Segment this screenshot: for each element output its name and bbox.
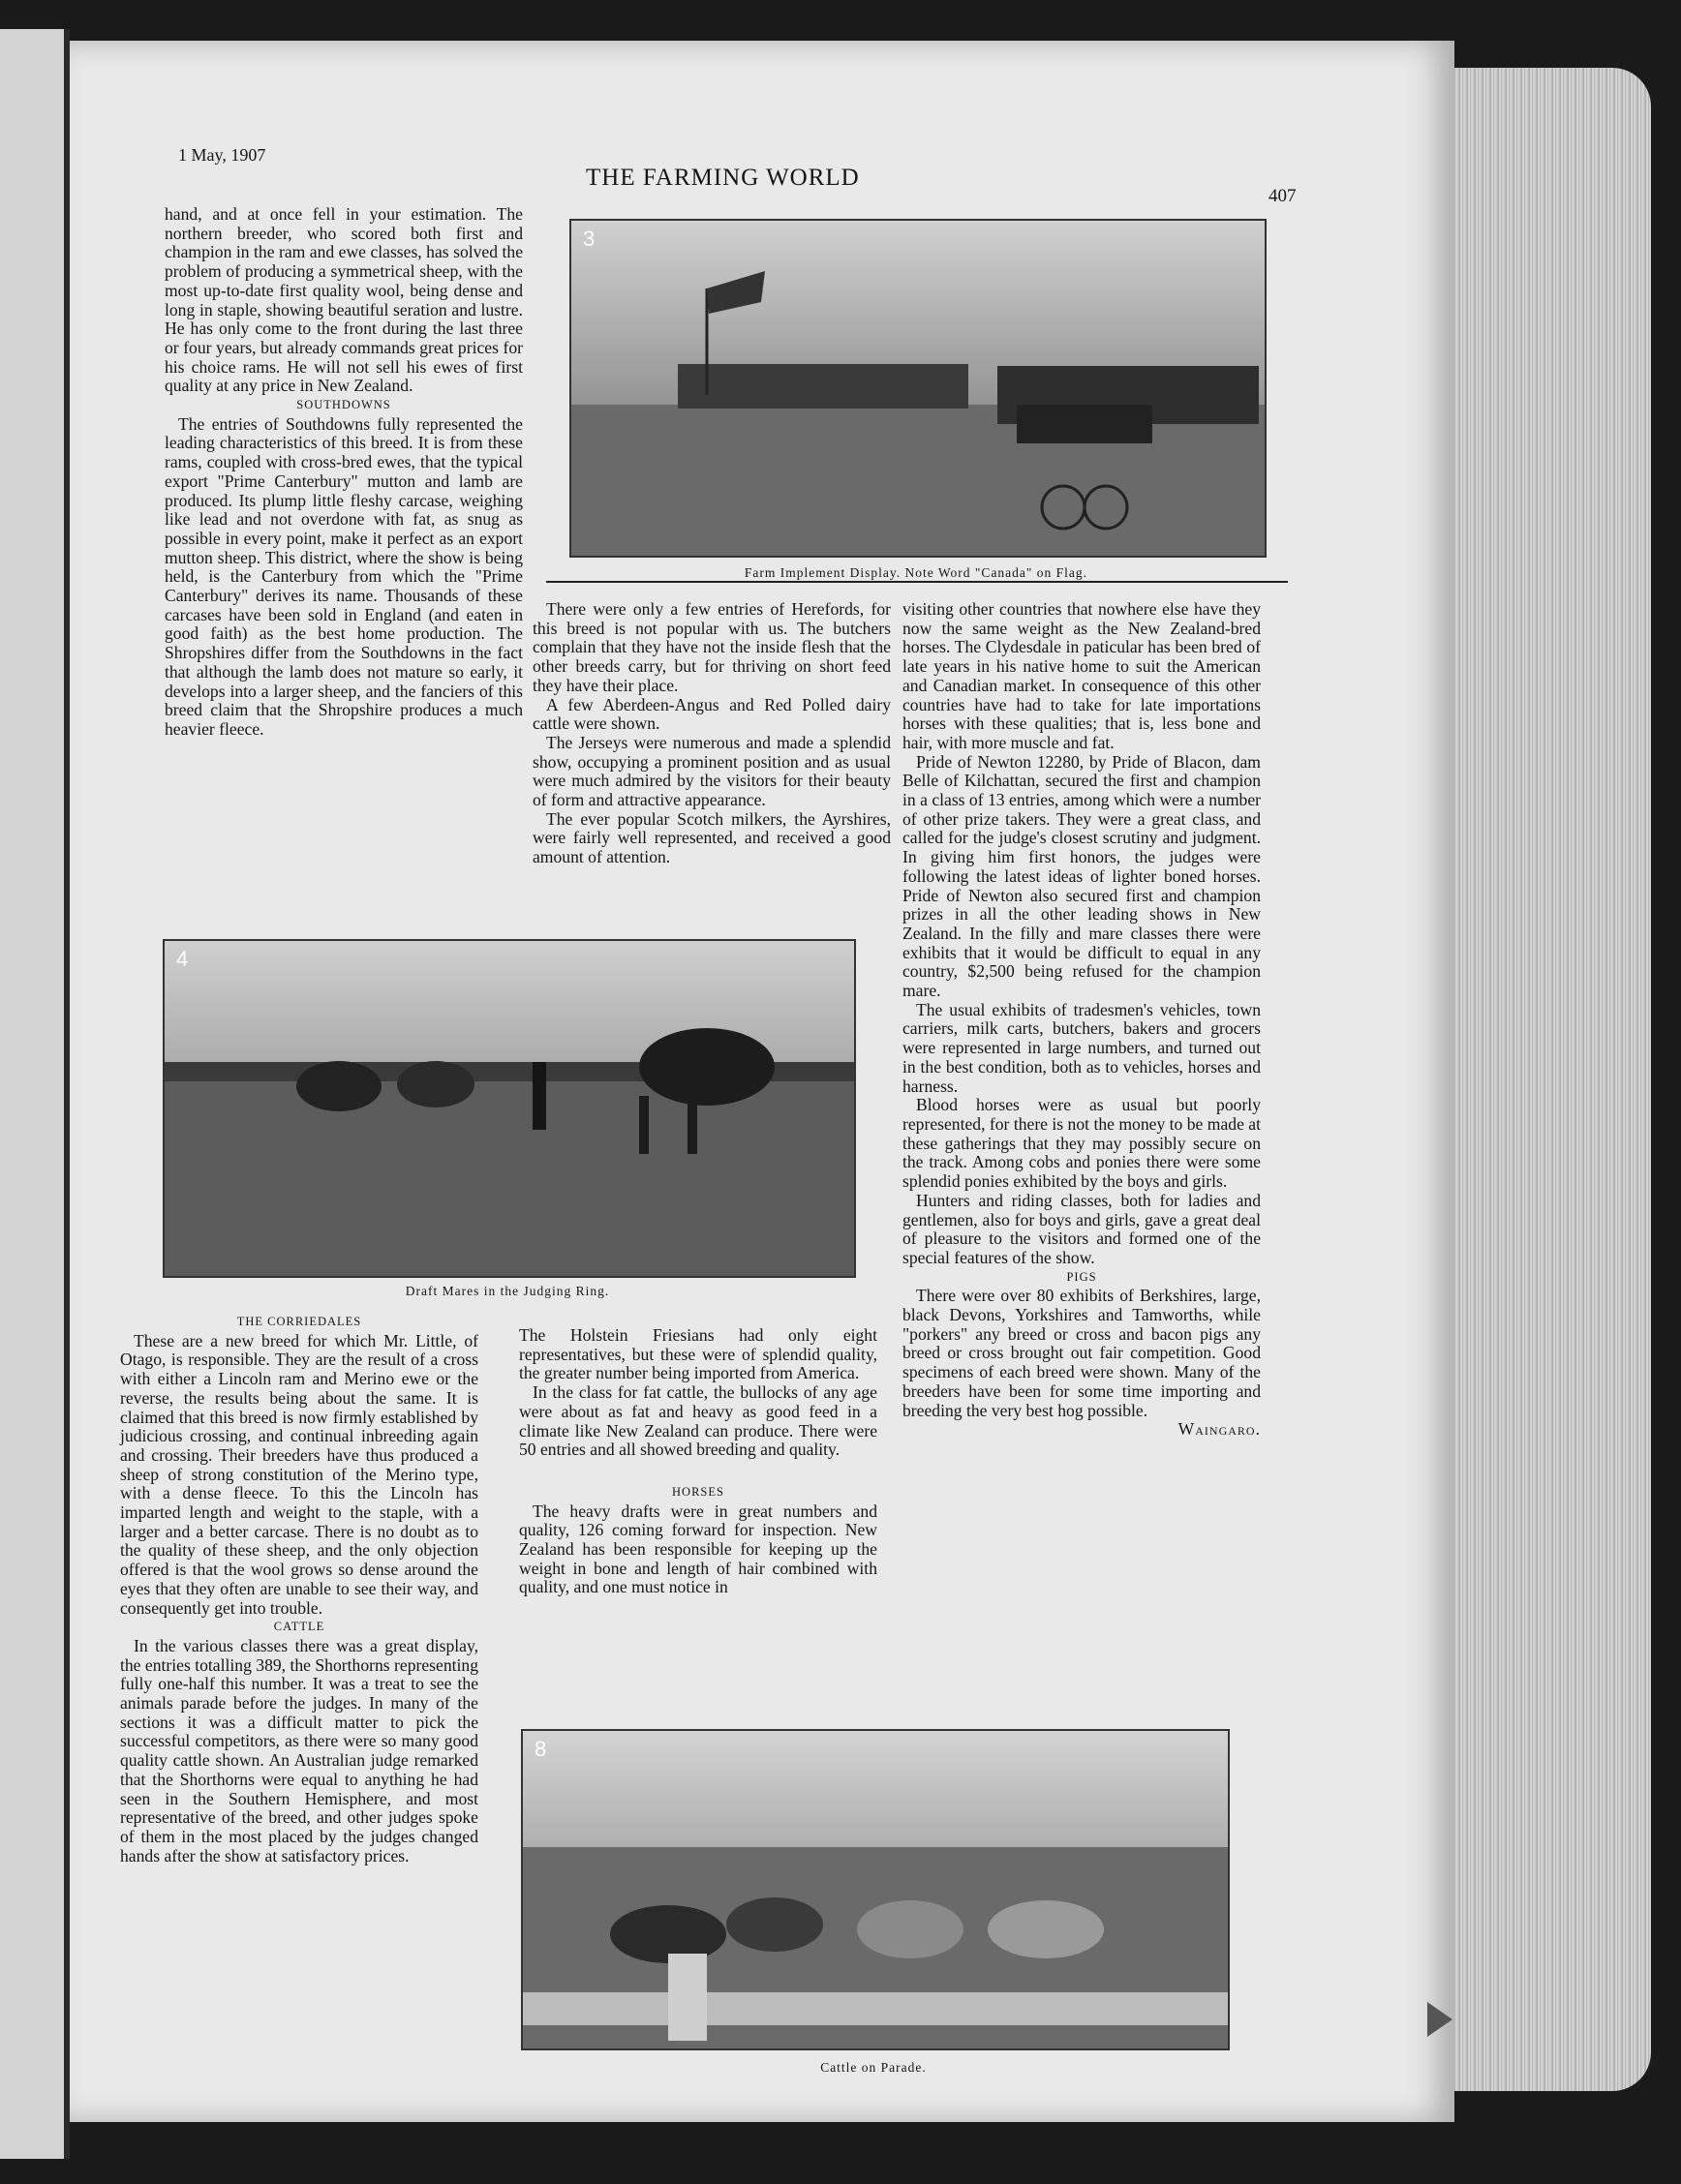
caption-cattle-on-parade: Cattle on Parade. [820, 2060, 927, 2075]
paragraph: In the various classes there was a great display, the entries totalling 389, the Shorthorns representing fully one-half this number. It was a treat to see the animals parade before the judges. In many of the sections it was a difficult matter to pick the successful competitors, as there were so many good quality cattle shown. An Australian judge remarked that the Shorthorns were equal to anything he had seen in the Southern Hemisphere, and most representative of the breed, and other judges spoke of them in the most placed by the judges changed hands after the show at satisfactory prices. [120, 1635, 478, 1866]
column-bottom-left [120, 1313, 478, 1866]
photo-cattle-on-parade [521, 1729, 1230, 2050]
paragraph: The heavy drafts were in great numbers and quality, 126 coming forward for inspection. New Zealand has been responsible for keeping up the weight in bone and length of hair combined with quality, and one must notice in [519, 1501, 877, 1597]
column-bottom-middle [519, 1326, 877, 1597]
figure-number: 4 [176, 947, 189, 971]
paragraph: There were over 80 exhibits of Berkshires, large, black Devons, Yorkshires and Tamworths, while "porkers" any breed or cross and bacon pigs any breed or cross brought out fair competition. Good specimens of each breed were shown. Many of the breeders have been for some time importing and breeding the very best hog possible. [902, 1286, 1261, 1420]
paragraph: Blood horses were as usual but poorly represented, for there is not the money to be made at these gatherings that they may possibly secure on the track. Among cobs and ponies there were some splendid ponies exhibited by the boys and girls. [902, 1095, 1261, 1192]
figure-number: 8 [535, 1737, 547, 1761]
photo-farm-implement-display [569, 219, 1267, 558]
paragraph: The ever popular Scotch milkers, the Ayrshires, were fairly well represented, and received a good amount of attention. [533, 808, 891, 867]
photo-farm-implement-image [571, 221, 1265, 556]
paragraph: The usual exhibits of tradesmen's vehicles, town carriers, milk carts, butchers, bakers and grocers were represented in large numbers, and turned out in the best condition, both as to vehicles, horses and harness. [902, 999, 1261, 1096]
paragraph: The Jerseys were numerous and made a splendid show, occupying a prominent position and as usual were much admired by the visitors for their beauty of form and attractive appearance. [533, 732, 891, 810]
caption-farm-implement-display: Farm Implement Display. Note Word "Canada" on Flag. [744, 565, 1088, 580]
paragraph: A few Aberdeen-Angus and Red Polled dairy cattle were shown. [533, 694, 891, 734]
section-heading-cattle: CATTLE [273, 1620, 325, 1634]
page-tab-marker [1427, 2002, 1452, 2037]
paragraph: These are a new breed for which Mr. Little, of Otago, is responsible. They are the result of a cross with either a Lincoln ram and Merino ewe or the reverse, the results being about the same. It is claimed that this breed is now firmly established by judicious crossing, and continual inbreeding again and crossing. Their breeders have thus produced a sheep of strong constitution of the Merino type, with a dense fleece. To this the Lincoln has imparted length and weight to the staple, with a larger and a better carcase. There is no doubt as to the quality of these sheep, and the only objection offered is that the wool grows so dense around the eyes that they often are unable to see their way, and consequently get into trouble. [120, 1330, 478, 1618]
column-top-middle [533, 600, 891, 867]
column-right [902, 600, 1261, 1440]
photo-draft-mares-image [165, 941, 854, 1276]
horizontal-rule [546, 581, 1288, 583]
photo-cattle-on-parade-image [523, 1731, 1228, 2048]
section-heading-southdowns: SOUTHDOWNS [296, 398, 391, 412]
paragraph: In the class for fat cattle, the bullocks of any age were about as fat and heavy as good feed in a climate like New Zealand can produce. There were 50 entries and all showed breeding and quality. [519, 1382, 877, 1460]
author-signature: Waingaro. [1177, 1419, 1261, 1440]
paragraph: Hunters and riding classes, both for ladies and gentlemen, also for boys and girls, gave a great deal of pleasure to the visitors and formed one of the special features of the show. [902, 1190, 1261, 1267]
paragraph: The Holstein Friesians had only eight representatives, but these were of splendid quality, the greater number being imported from America. [519, 1325, 877, 1383]
magazine-title: THE FARMING WORLD [586, 165, 860, 191]
caption-draft-mares: Draft Mares in the Judging Ring. [405, 1284, 610, 1298]
page-number: 407 [1268, 186, 1297, 206]
paragraph: There were only a few entries of Herefords, for this breed is not popular with us. The butchers complain that they have not the inside flesh that the other breeds carry, but for thriving on short feed they have their place. [533, 599, 891, 695]
book-page-edges [1448, 68, 1651, 2091]
facing-page-edge [0, 29, 70, 2159]
issue-date: 1 May, 1907 [178, 145, 266, 165]
paragraph: hand, and at once fell in your estimation. The northern breeder, who scored both first and champion in the ram and ewe classes, has solved the problem of producing a symmetrical sheep, with the most up-to-date first quality wool, being dense and long in staple, showing beautiful seration and lustre. He has only come to the front during the last three or four years, but already commands great prices for his choice rams. He will not sell his ewes of first quality at any price in New Zealand. [165, 204, 523, 396]
photo-draft-mares [163, 939, 856, 1278]
figure-number: 3 [583, 227, 596, 251]
paragraph: The entries of Southdowns fully represented the leading characteristics of this breed. It is from these rams, coupled with cross-bred ewes, that the typical export "Prime Canterbury" mutton and lamb are produced. Its plump little fleshy carcase, weighing like lead and not overdone with fat, as snug as possible in every point, make it perfect as an export mutton sheep. This district, where the show is being held, is the Canterbury from which the "Prime Canterbury" derives its name. Thousands of these carcases have been sold in England (and eaten in good faith) as the best home production. The Shropshires differ from the Southdowns in the fact that although the lamb does not mature so early, it develops into a larger sheep, and the fanciers of this breed claim that the Shropshire produces a much heavier fleece. [165, 413, 523, 739]
column-top-left [165, 205, 523, 740]
section-heading-horses: HORSES [672, 1484, 724, 1499]
section-heading-pigs: PIGS [1066, 1269, 1097, 1284]
paragraph: Pride of Newton 12280, by Pride of Blacon, dam Belle of Kilchattan, secured the first and champion in a class of 13 entries, among which were a number of other prize takers. They were a great class, and called for the judge's closest scrutiny and judgment. In giving him first honors, the judges were following the latest ideas of lighter boned horses. Pride of Newton also secured first and champion prizes in all the other leading shows in New Zealand. In the filly and mare classes there were exhibits that it would be difficult to equal in any country, $2,500 being refused for the champion mare. [902, 751, 1261, 1001]
section-heading-corriedales: THE CORRIEDALES [236, 1315, 362, 1328]
paragraph: visiting other countries that nowhere else have they now the same weight as the New Zealand-bred horses. The Clydesdale in paticular has been bred of late years in his native home to suit the American and Canadian market. In consequence of this other countries have had to take for late importations horses with these qualities; that is, less bone and hair, with more muscle and fat. [902, 599, 1261, 752]
